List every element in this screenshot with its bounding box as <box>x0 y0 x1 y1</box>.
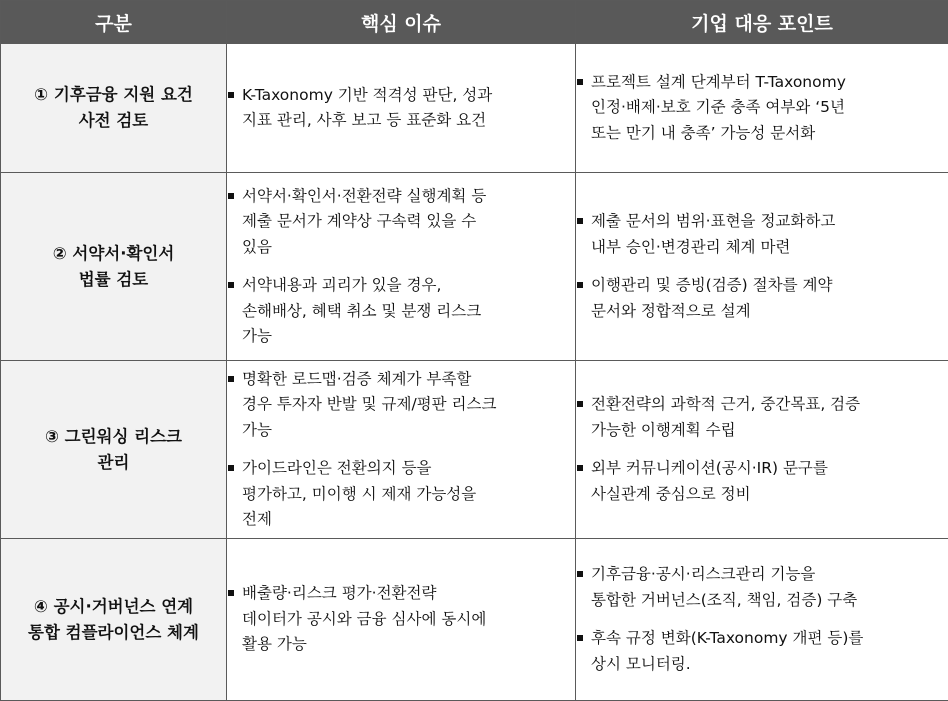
action-item <box>576 562 948 613</box>
issues-cell <box>227 361 576 539</box>
actions-cell <box>576 173 948 361</box>
issue-text-line: 가능 <box>242 418 575 444</box>
category-label-line: 관리 <box>1 450 226 476</box>
issue-text-line: 있음 <box>242 235 575 261</box>
issue-list <box>227 581 575 658</box>
issue-text-line: 제출 문서가 계약상 구속력 있을 수 <box>242 209 575 235</box>
action-text-line: 전환전략의 과학적 근거, 중간목표, 검증 <box>591 392 948 418</box>
action-text-line: 내부 승인·변경관리 체계 마련 <box>591 235 948 261</box>
square-bullet-icon <box>228 193 234 199</box>
square-bullet-icon <box>577 401 583 407</box>
action-text-line: 제출 문서의 범위·표현을 정교화하고 <box>591 209 948 235</box>
issue-text-line: 서약내용과 괴리가 있을 경우, <box>242 273 575 299</box>
issue-text-line: 전제 <box>242 507 575 533</box>
issue-item <box>227 83 575 134</box>
actions-cell <box>576 361 948 539</box>
issue-text-line: 데이터가 공시와 금융 심사에 동시에 <box>242 607 575 633</box>
category-cell <box>1 173 227 361</box>
action-text-line: 프로젝트 설계 단계부터 T-Taxonomy <box>591 70 948 96</box>
square-bullet-icon <box>228 465 234 471</box>
table-row <box>1 173 948 361</box>
category-label-line: 통합 컴플라이언스 체계 <box>1 620 226 646</box>
action-item <box>576 456 948 507</box>
issue-list <box>227 83 575 134</box>
square-bullet-icon <box>577 282 583 288</box>
issue-text-line: 가이드라인은 전환의지 등을 <box>242 456 575 482</box>
action-list <box>576 70 948 147</box>
issue-text-line: 배출량·리스크 평가·전환전략 <box>242 581 575 607</box>
action-text-line: 상시 모니터링. <box>591 652 948 678</box>
table-row <box>1 44 948 173</box>
square-bullet-icon <box>577 571 583 577</box>
category-cell <box>1 44 227 173</box>
header-category: 구분 <box>1 1 227 44</box>
action-text-line: 사실관계 중심으로 정비 <box>591 482 948 508</box>
issue-text-line: 손해배상, 혜택 취소 및 분쟁 리스크 <box>242 299 575 325</box>
square-bullet-icon <box>577 79 583 85</box>
action-text-line: 기후금융·공시·리스크관리 기능을 <box>591 562 948 588</box>
action-text-line: 문서와 정합적으로 설계 <box>591 299 948 325</box>
action-text-line: 외부 커뮤니케이션(공시·IR) 문구를 <box>591 456 948 482</box>
action-item <box>576 70 948 147</box>
action-list <box>576 209 948 324</box>
header-response-points: 기업 대응 포인트 <box>576 1 948 44</box>
issues-cell <box>227 44 576 173</box>
issue-text-line: 명확한 로드맵·검증 체계가 부족할 <box>242 367 575 393</box>
category-label-line: ③ 그린워싱 리스크 <box>1 424 226 450</box>
square-bullet-icon <box>228 282 234 288</box>
action-item <box>576 273 948 324</box>
issues-cell <box>227 539 576 701</box>
issue-item <box>227 581 575 658</box>
square-bullet-icon <box>577 218 583 224</box>
header-key-issues: 핵심 이슈 <box>227 1 576 44</box>
issue-list <box>227 367 575 533</box>
action-text-line: 통합한 거버넌스(조직, 책임, 검증) 구축 <box>591 588 948 614</box>
issue-text-line: 서약서·확인서·전환전략 실행계획 등 <box>242 184 575 210</box>
actions-cell <box>576 539 948 701</box>
square-bullet-icon <box>228 376 234 382</box>
issue-text-line: 경우 투자자 반발 및 규제/평판 리스크 <box>242 392 575 418</box>
action-list <box>576 392 948 507</box>
action-text-line: 후속 규정 변화(K-Taxonomy 개편 등)를 <box>591 626 948 652</box>
category-label-line: ④ 공시·거버넌스 연계 <box>1 594 226 620</box>
square-bullet-icon <box>228 92 234 98</box>
action-text-line: 가능한 이행계획 수립 <box>591 418 948 444</box>
category-label-line: ① 기후금융 지원 요건 <box>1 82 226 108</box>
action-item <box>576 392 948 443</box>
issue-list <box>227 184 575 350</box>
category-cell <box>1 539 227 701</box>
action-item <box>576 209 948 260</box>
action-list <box>576 562 948 677</box>
action-text-line: 이행관리 및 증빙(검증) 절차를 계약 <box>591 273 948 299</box>
action-text-line: 또는 만기 내 충족’ 가능성 문서화 <box>591 121 948 147</box>
square-bullet-icon <box>228 590 234 596</box>
issue-item <box>227 456 575 533</box>
issue-text-line: 평가하고, 미이행 시 제재 가능성을 <box>242 482 575 508</box>
category-cell <box>1 361 227 539</box>
category-label-line: 법률 검토 <box>1 267 226 293</box>
issue-text-line: 활용 가능 <box>242 632 575 658</box>
square-bullet-icon <box>577 635 583 641</box>
issue-item <box>227 367 575 444</box>
header-row <box>1 1 948 44</box>
table-row <box>1 539 948 701</box>
square-bullet-icon <box>577 465 583 471</box>
issue-text-line: 가능 <box>242 324 575 350</box>
issues-cell <box>227 173 576 361</box>
actions-cell <box>576 44 948 173</box>
table-row <box>1 361 948 539</box>
issue-item <box>227 273 575 350</box>
issue-text-line: K-Taxonomy 기반 적격성 판단, 성과 <box>242 83 575 109</box>
category-label-line: ② 서약서·확인서 <box>1 241 226 267</box>
issue-text-line: 지표 관리, 사후 보고 등 표준화 요건 <box>242 108 575 134</box>
issue-item <box>227 184 575 261</box>
action-text-line: 인정·배제·보호 기준 충족 여부와 ‘5년 <box>591 95 948 121</box>
action-item <box>576 626 948 677</box>
category-label-line: 사전 검토 <box>1 108 226 134</box>
